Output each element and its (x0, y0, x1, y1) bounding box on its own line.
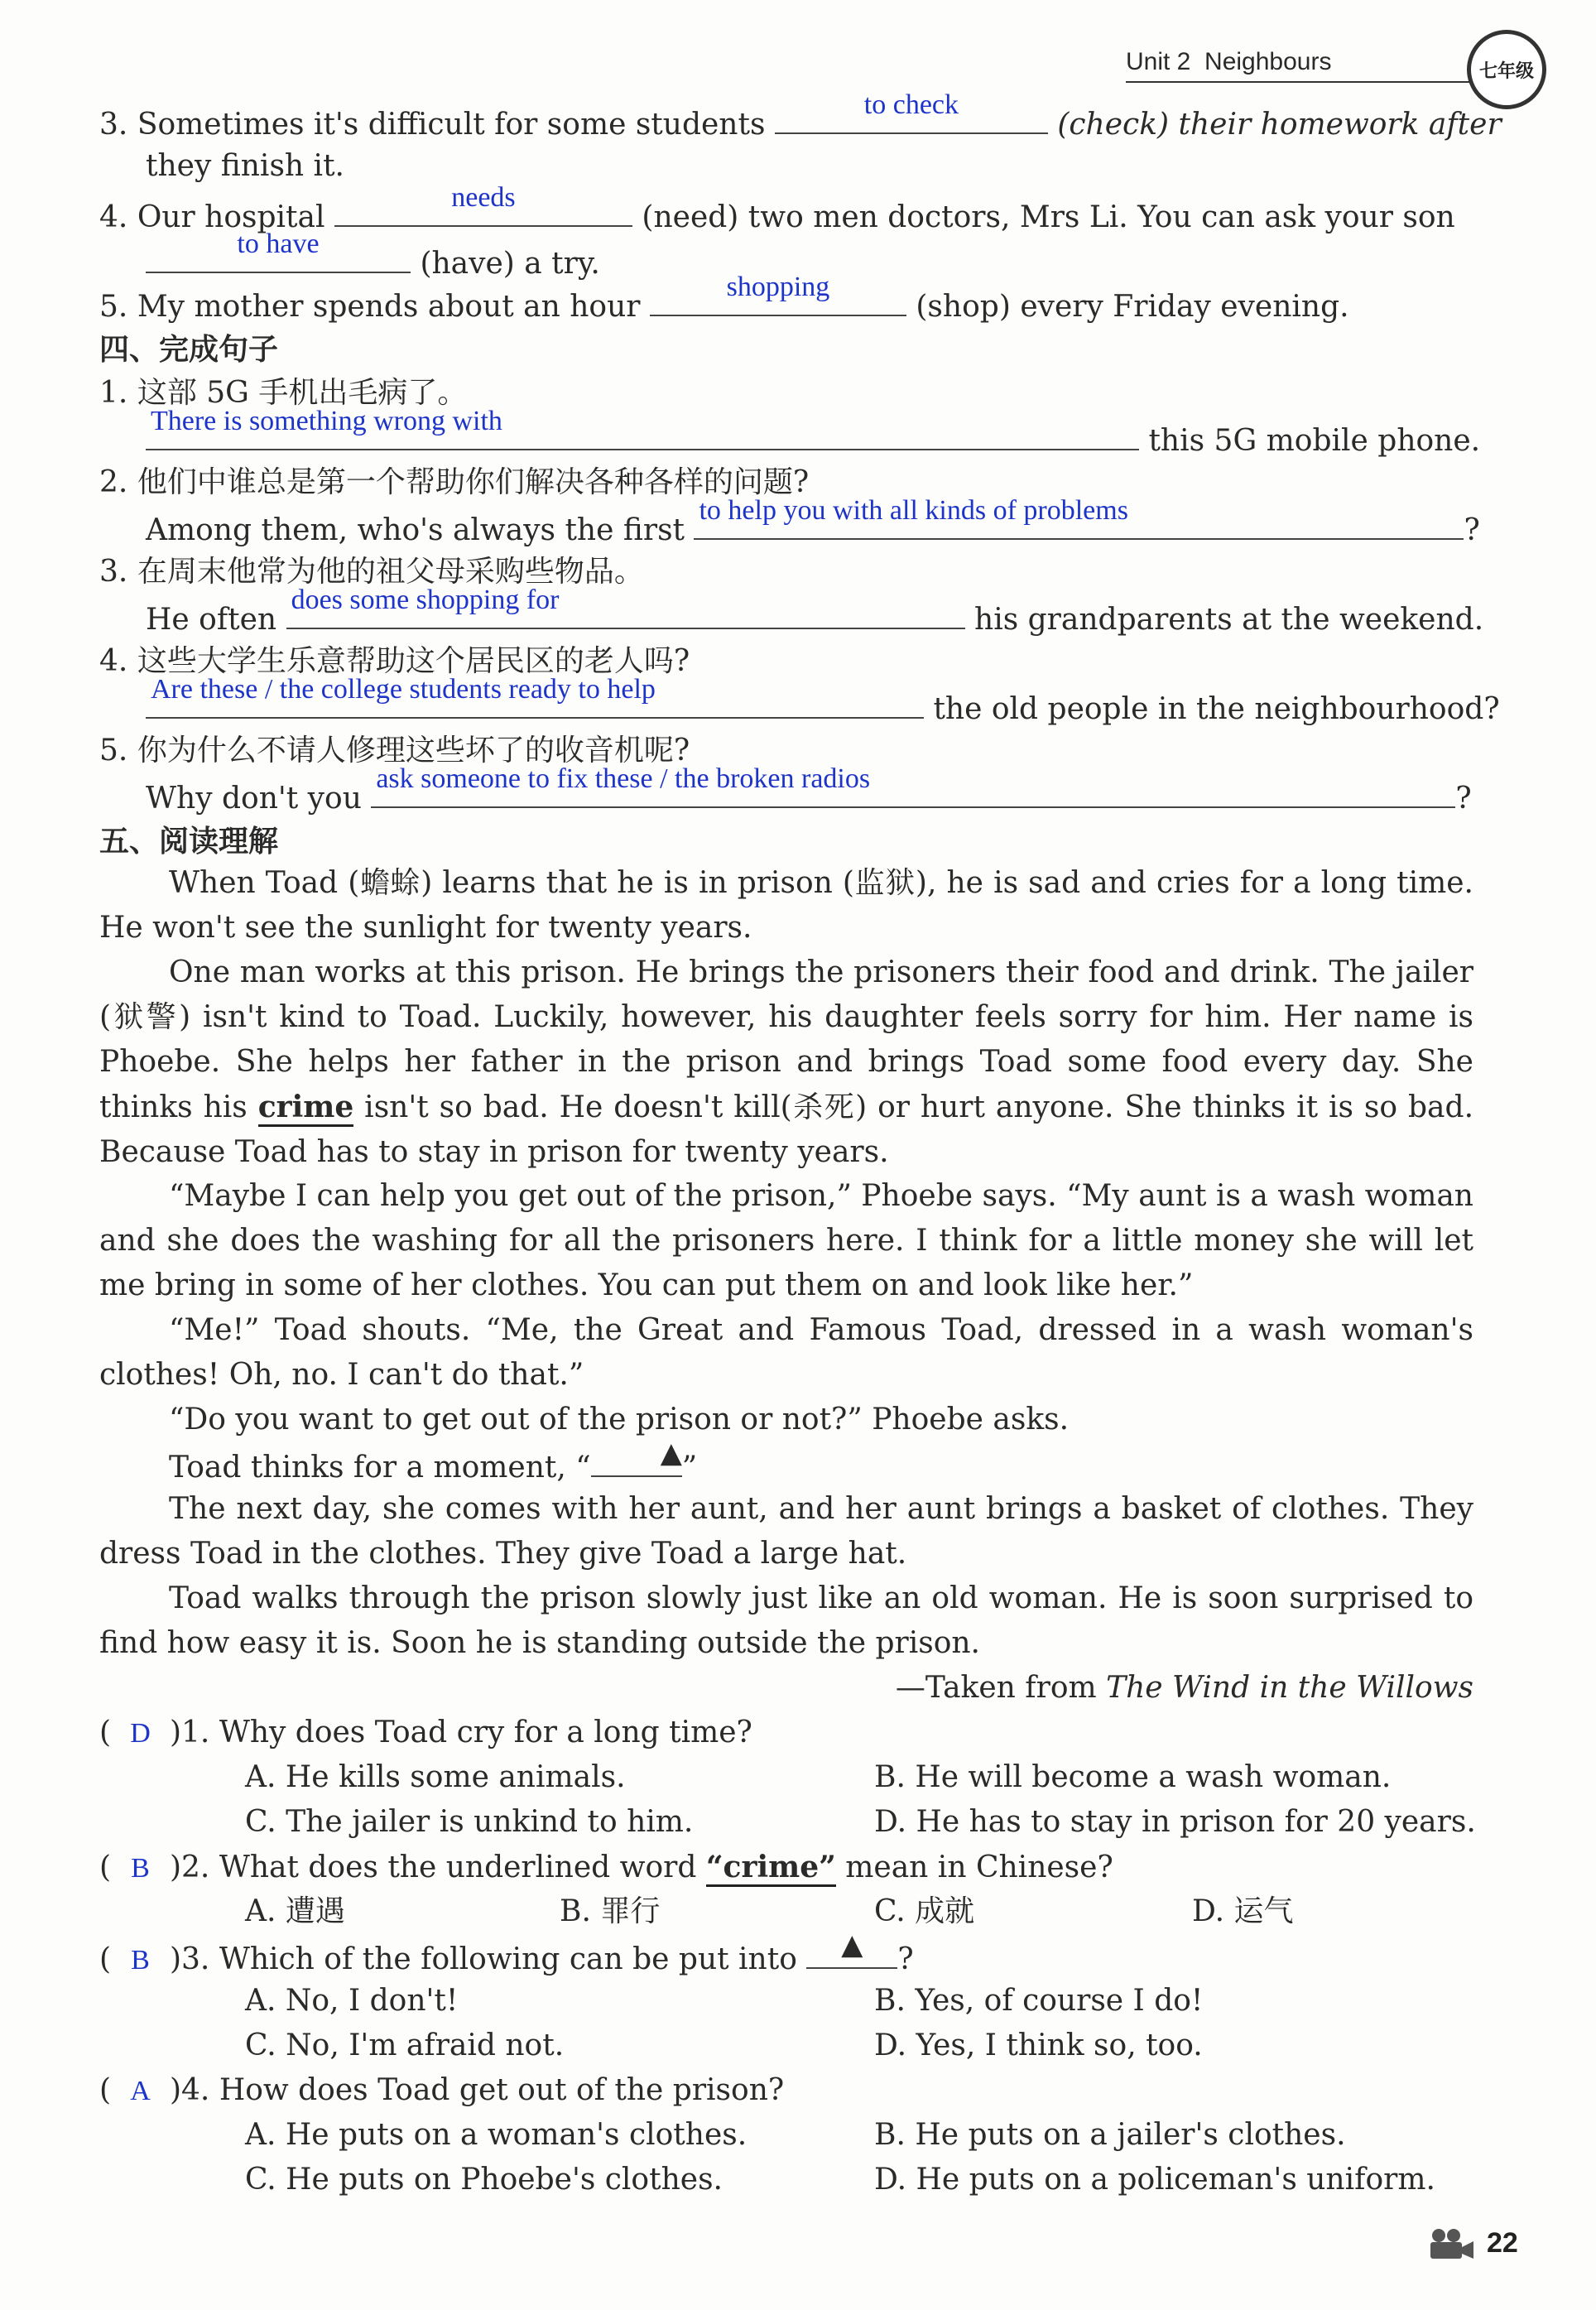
s4-item-4-cn: 4. 这些大学生乐意帮助这个居民区的老人吗? (99, 644, 690, 678)
handwritten-answer[interactable]: A (130, 2076, 151, 2106)
handwritten-answer[interactable]: B (131, 1945, 150, 1976)
question-2: ( B )2. What does the underlined word “crime” mean in Chinese? (99, 1845, 1113, 1891)
reading-paragraph-1: When Toad (蟾蜍) learns that he is in prison (监狱), he is sad and cries for a long time. He won't see the sunlight for twenty years. (99, 866, 1473, 945)
q3-option-b[interactable]: B. Yes, of course I do! (874, 1984, 1204, 2018)
answer-blank[interactable] (650, 272, 906, 316)
s4-item-1-en: There is something wrong with this 5G mobile phone. (146, 416, 1480, 464)
handwritten-answer: ask someone to fix these / the broken radios (376, 763, 871, 794)
reading-paragraph-7: The next day, she comes with her aunt, and her aunt brings a basket of clothes. They dress Toad in the clothes. They give Toad a large hat. (99, 1492, 1473, 1571)
q3-option-a[interactable]: A. No, I don't! (245, 1984, 459, 2018)
q4-option-d[interactable]: D. He puts on a policeman's uniform. (874, 2163, 1435, 2197)
answer-blank[interactable] (694, 495, 1464, 540)
reading-paragraph-2: One man works at this prison. He brings the prisoners their food and drink. The jailer (狱警) isn't kind to Toad. Luckily, however, his daughter feels sorry for him. Her name is Phoebe. She helps her father in the prison and brings Toad some food every day. She thinks his crime isn't so bad. He doesn't kill(杀死) or hurt anyone. She thinks it is so bad. Because Toad has to stay in prison for twenty years. (99, 955, 1474, 1169)
answer-blank[interactable] (146, 674, 924, 719)
reading-paragraph-6: Toad thinks for a moment, “ ▲ ” (99, 1442, 1473, 1490)
s4-item-1-cn: 1. 这部 5G 手机出毛病了。 (99, 376, 468, 410)
answer-blank[interactable] (146, 229, 411, 273)
reading-paragraph-5: “Do you want to get out of the prison or not?” Phoebe asks. (169, 1403, 1070, 1437)
handwritten-answer: needs (451, 182, 516, 213)
reading-paragraph-8: Toad walks through the prison slowly just like an old woman. He is soon surprised to find how easy it is. Soon he is standing outside the prison. (99, 1581, 1473, 1660)
question-1: ( D )1. Why does Toad cry for a long time? (99, 1711, 752, 1756)
fill-item-5: 5. My mother spends about an hour shopping (shop) every Friday evening. (99, 282, 1349, 330)
page-number: 22 (1487, 2227, 1518, 2259)
unit-label: Unit 2 (1126, 48, 1191, 75)
answer-blank[interactable] (775, 89, 1048, 134)
running-header (1126, 48, 1331, 76)
s4-item-2-en: Among them, who's always the first to help you with all kinds of problems ? (146, 505, 1480, 553)
handwritten-answer: There is something wrong with (151, 406, 502, 436)
unit-title: Neighbours (1204, 48, 1332, 75)
answer-blank[interactable] (286, 585, 965, 629)
handwritten-answer: to help you with all kinds of problems (699, 495, 1128, 526)
s4-item-3-cn: 3. 在周末他常为他的祖父母采购些物品。 (99, 555, 644, 589)
triangle-mark: ▲ (660, 1437, 682, 1470)
reading-source: —Taken from The Wind in the Willows (895, 1671, 1473, 1705)
q4-option-a[interactable]: A. He puts on a woman's clothes. (245, 2118, 748, 2152)
q4-option-b[interactable]: B. He puts on a jailer's clothes. (874, 2118, 1346, 2152)
fill-item-3-line2: they finish it. (146, 149, 344, 183)
s4-item-3-en: He often does some shopping for his grandparents at the weekend. (146, 594, 1483, 642)
question-4: ( A )4. How does Toad get out of the prison? (99, 2068, 784, 2114)
s4-item-2-cn: 2. 他们中谁总是第一个帮助你们解决各种各样的问题? (99, 465, 810, 499)
header-rule (1126, 81, 1490, 83)
section-4-heading: 四、完成句子 (99, 333, 279, 367)
handwritten-answer[interactable]: D (130, 1718, 151, 1749)
q3-option-c[interactable]: C. No, I'm afraid not. (245, 2028, 565, 2062)
triangle-blank (806, 1928, 897, 1969)
camera-icon (1427, 2227, 1475, 2260)
reading-paragraph-4: “Me!” Toad shouts. “Me, the Great and Famous Toad, dressed in a wash woman's clothes! Oh, no. I can't do that.” (99, 1313, 1473, 1392)
q2-option-c[interactable]: C. 成就 (874, 1894, 975, 1928)
question-3: ( B )3. Which of the following can be put into ▲ ? (99, 1934, 914, 1983)
grade-badge-text: 七年级 (1478, 60, 1534, 82)
section-5-heading: 五、阅读理解 (99, 825, 279, 859)
grade-badge (1467, 30, 1546, 109)
s4-item-5-en: Why don't you ask someone to fix these / the broken radios ? (146, 773, 1472, 821)
q1-option-a[interactable]: A. He kills some animals. (245, 1760, 626, 1794)
handwritten-answer[interactable]: B (131, 1853, 150, 1884)
q4-option-c[interactable]: C. He puts on Phoebe's clothes. (245, 2163, 723, 2197)
q1-option-d[interactable]: D. He has to stay in prison for 20 years. (874, 1805, 1476, 1839)
q2-option-d[interactable]: D. 运气 (1192, 1894, 1294, 1928)
q2-option-b[interactable]: B. 罪行 (560, 1894, 661, 1928)
s4-item-4-en: Are these / the college students ready to help the old people in the neighbourhood? (146, 684, 1500, 732)
handwritten-answer: does some shopping for (291, 585, 560, 615)
fill-item-4-line2: to have (have) a try. (146, 238, 600, 286)
handwritten-answer: shopping (726, 272, 830, 302)
triangle-blank[interactable] (591, 1437, 682, 1477)
handwritten-answer: to check (863, 89, 959, 120)
reading-paragraph-3: “Maybe I can help you get out of the prison,” Phoebe says. “My aunt is a wash woman and she does the washing for all the prisoners here. I think for a little money she will let me bring in some of her clothes. You can put them on and look like her.” (99, 1179, 1473, 1302)
q2-option-a[interactable]: A. 遭遇 (245, 1894, 345, 1928)
fill-item-3: 3. Sometimes it's difficult for some students to check (check) their homework after (99, 99, 1502, 147)
q3-option-d[interactable]: D. Yes, I think so, too. (874, 2028, 1203, 2062)
triangle-mark: ▲ (841, 1928, 863, 1961)
handwritten-answer: to have (237, 229, 320, 259)
underlined-word: crime (258, 1090, 354, 1127)
q1-option-c[interactable]: C. The jailer is unkind to him. (245, 1805, 694, 1839)
handwritten-answer: Are these / the college students ready to help (151, 674, 656, 705)
s4-item-5-cn: 5. 你为什么不请人修理这些坏了的收音机呢? (99, 734, 690, 768)
q1-option-b[interactable]: B. He will become a wash woman. (874, 1760, 1392, 1794)
fill-item-4: 4. Our hospital needs (need) two men doctors, Mrs Li. You can ask your son (99, 192, 1455, 240)
answer-blank[interactable] (371, 763, 1455, 808)
